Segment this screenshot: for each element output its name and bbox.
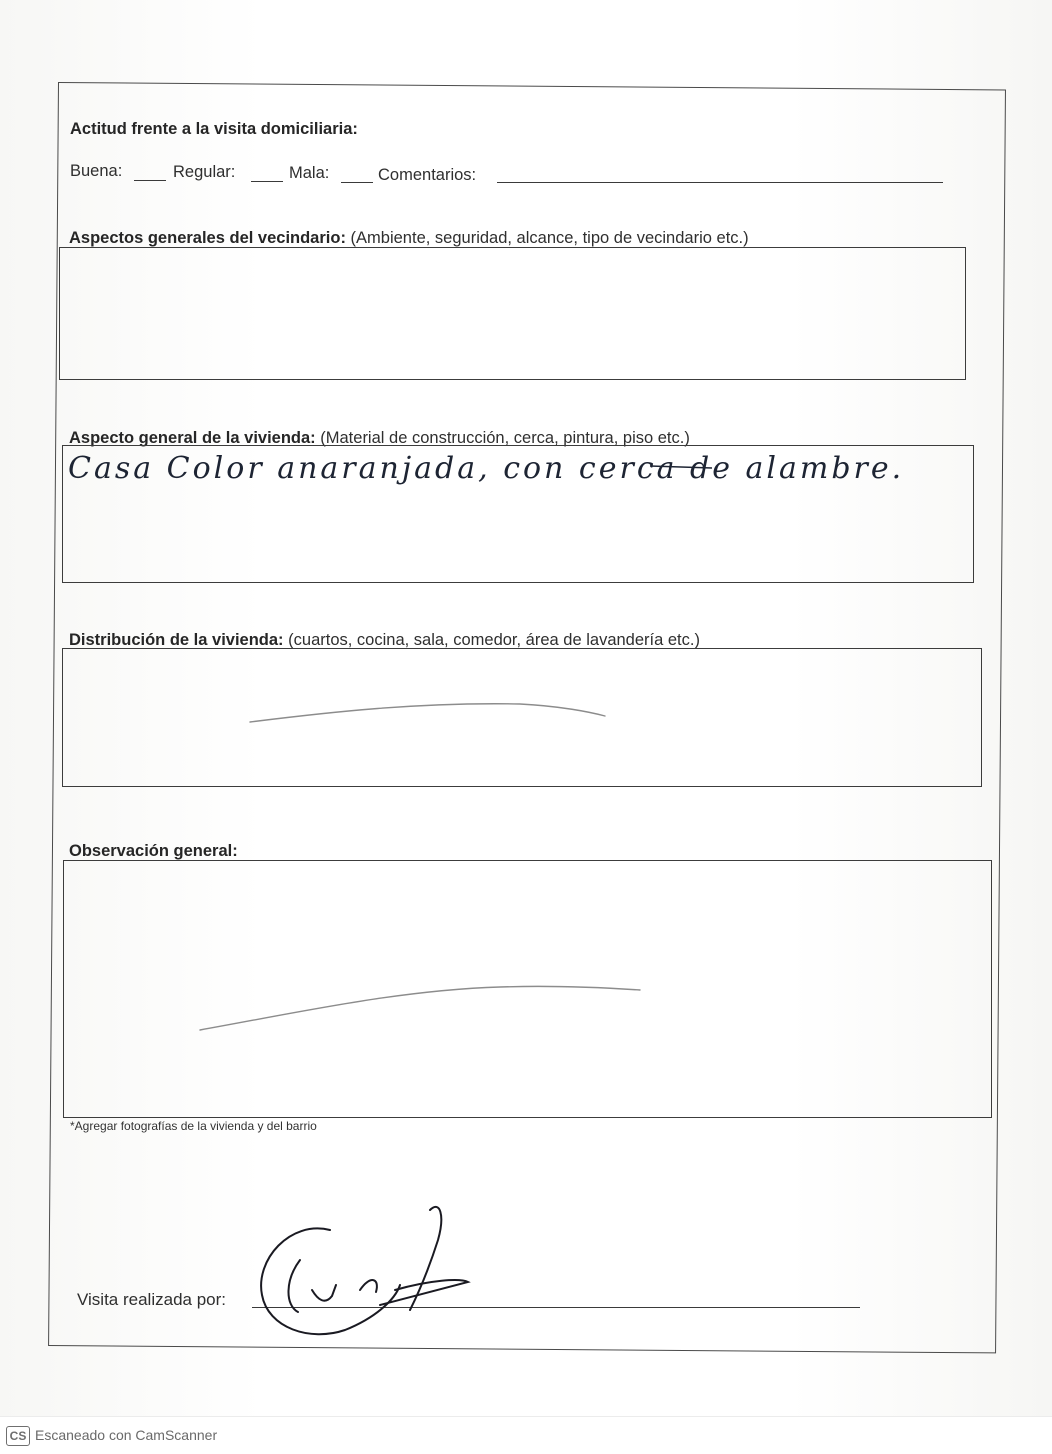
distribution-ink-stroke xyxy=(250,704,605,722)
scanner-footer xyxy=(0,1416,1052,1454)
distribution-hint: (cuartos, cocina, sala, comedor, área de lavandería etc.) xyxy=(288,631,700,649)
bad-label: Mala: xyxy=(289,164,330,182)
regular-label: Regular: xyxy=(173,163,236,181)
neighborhood-hint: (Ambiente, seguridad, alcance, tipo de vecindario etc.) xyxy=(350,229,749,247)
observation-label: Observación general: xyxy=(69,842,238,860)
attitude-title: Actitud frente a la visita domiciliaria: xyxy=(70,120,358,138)
strikethrough-ink xyxy=(650,466,712,468)
camscanner-text: Escaneado con CamScanner xyxy=(35,1427,218,1443)
good-label: Buena: xyxy=(70,162,123,180)
comments-label: Comentarios: xyxy=(378,166,477,184)
housing-hint: (Material de construcción, cerca, pintura, piso etc.) xyxy=(320,429,690,447)
signature-mark xyxy=(261,1207,468,1334)
observation-ink-stroke xyxy=(200,986,640,1030)
housing-handwritten-value: Casa Color anaranjada, con cerca de alambre. xyxy=(68,451,905,486)
neighborhood-label: Aspectos generales del vecindario: xyxy=(69,229,346,247)
camscanner-logo: CS xyxy=(6,1426,30,1446)
distribution-label: Distribución de la vivienda: xyxy=(69,631,284,649)
housing-label: Aspecto general de la vivienda: xyxy=(69,429,316,447)
signature-label: Visita realizada por: xyxy=(77,1290,226,1309)
photo-footnote: *Agregar fotografías de la vivienda y del barrio xyxy=(70,1119,317,1133)
